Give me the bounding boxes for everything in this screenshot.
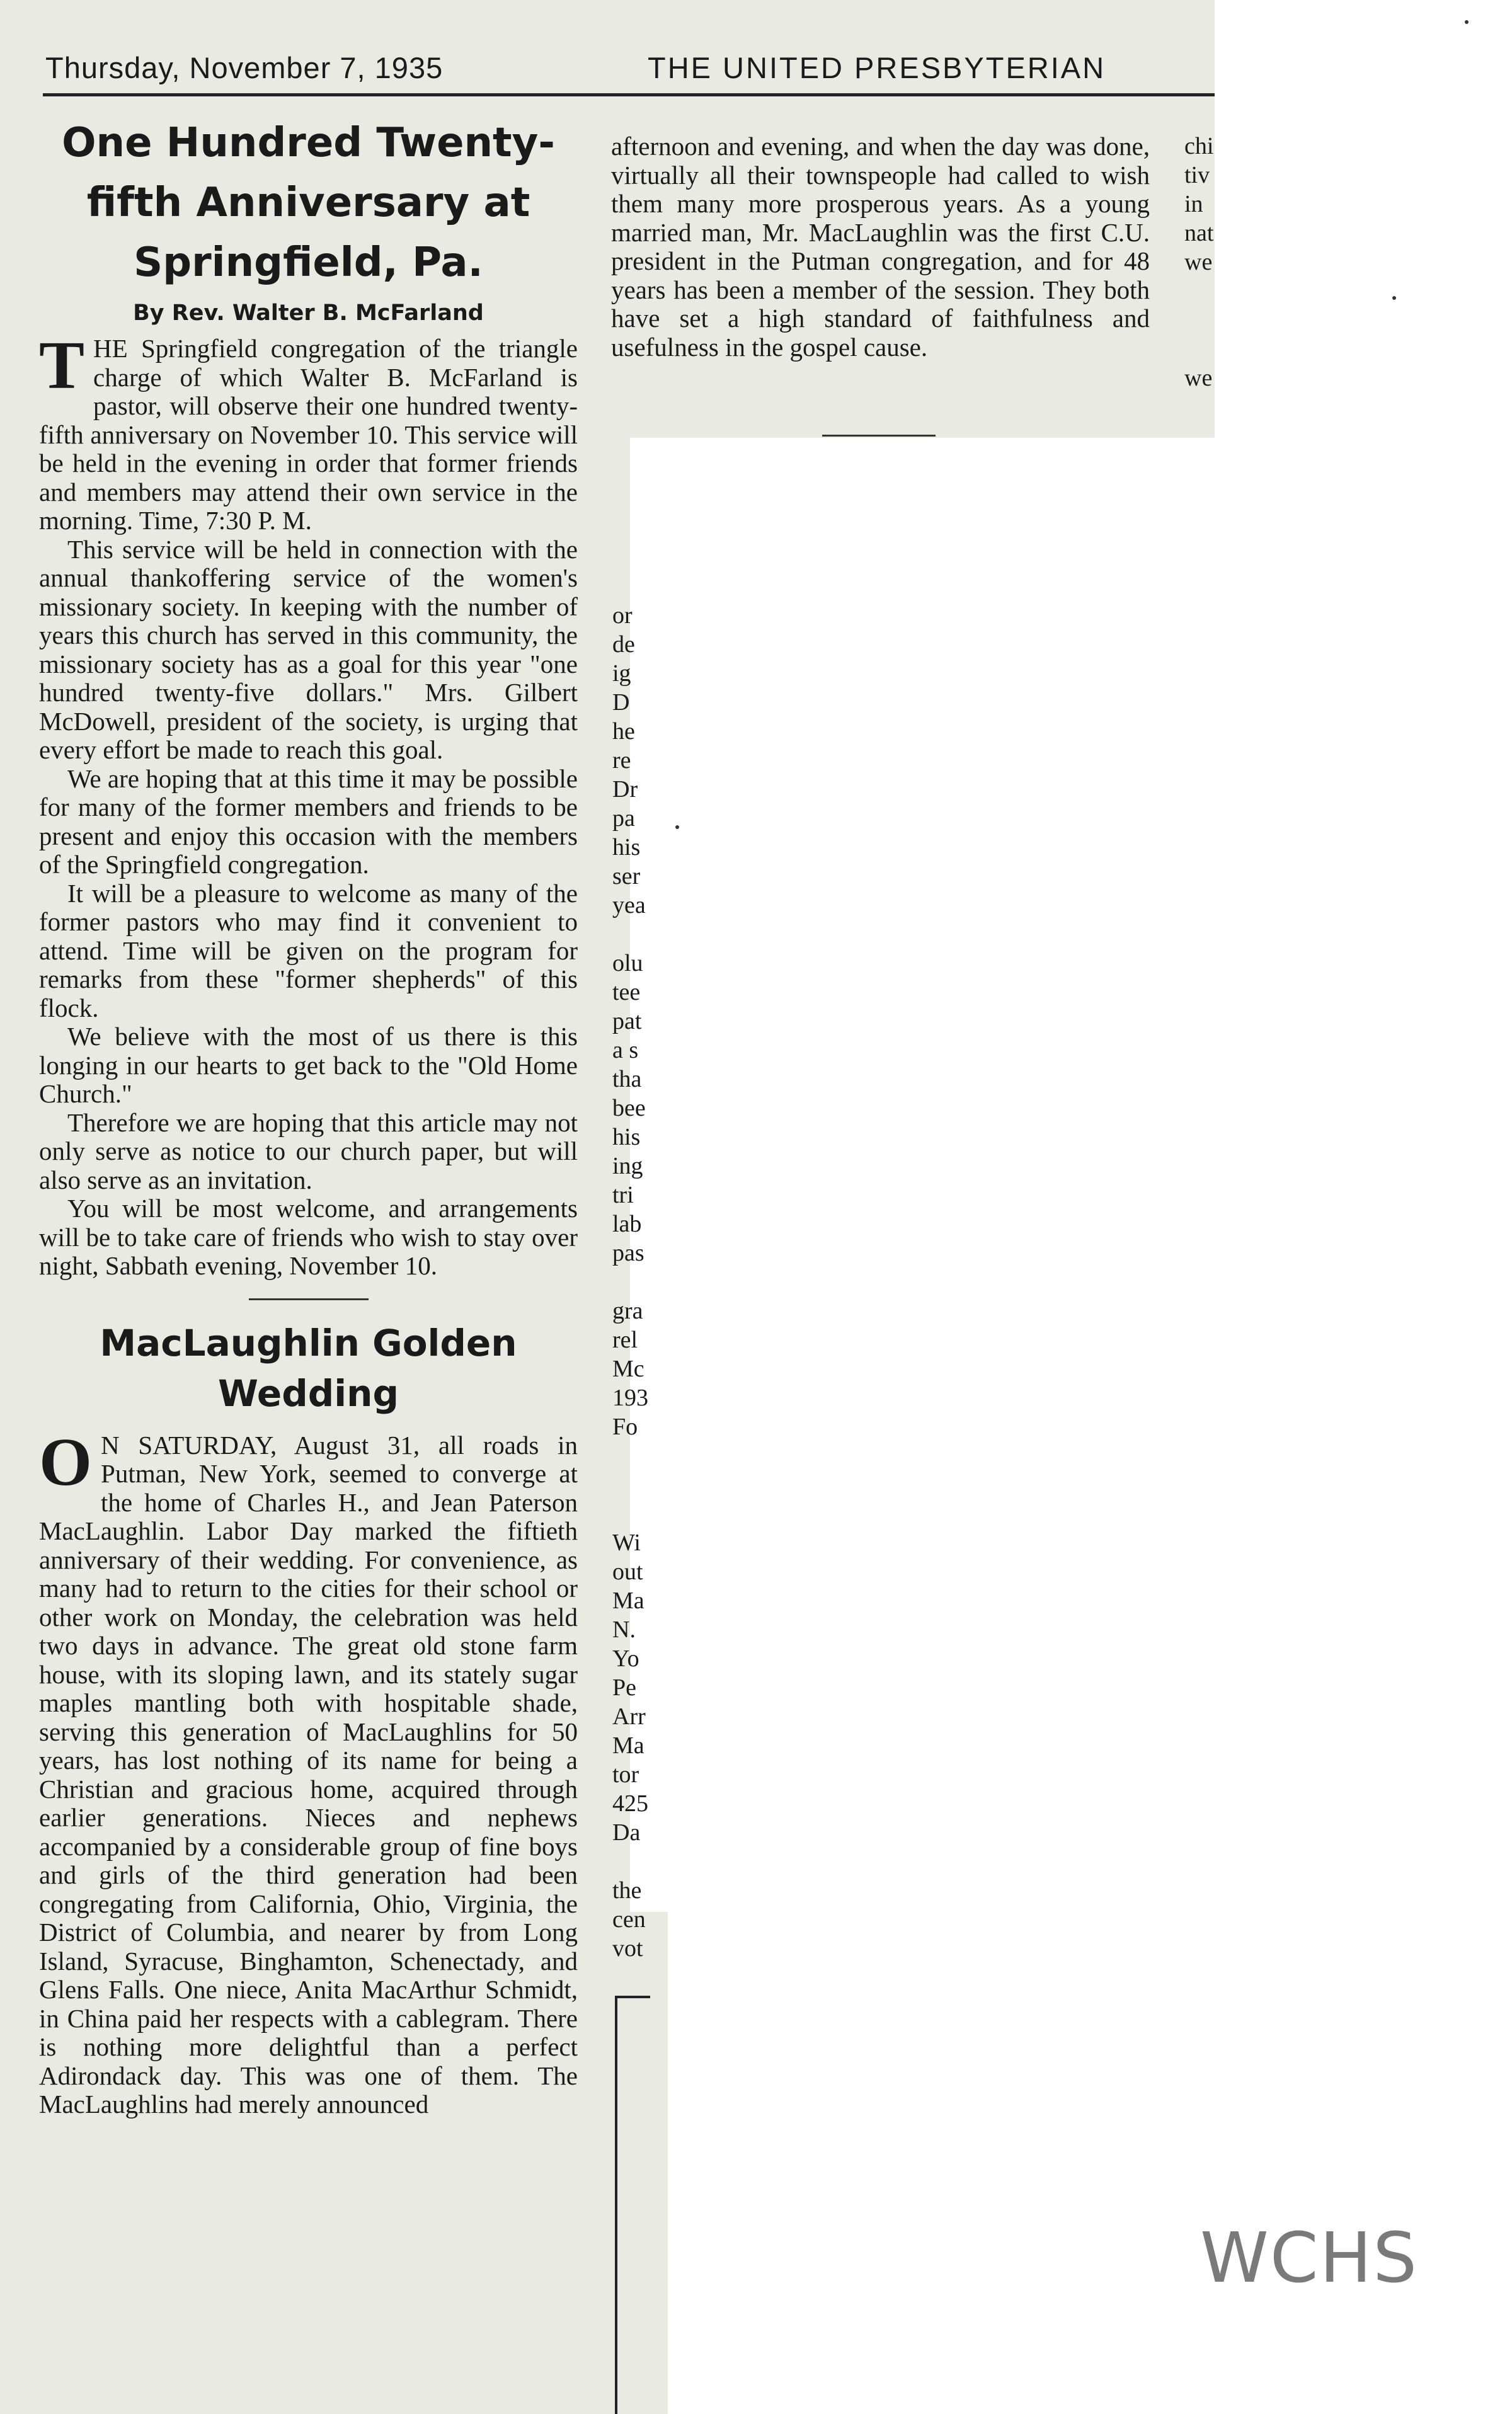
article-2-paragraph: O N SATURDAY, August 31, all roads in Putman, New York, seemed to converge at the home of Charles H., and Jean Paterson MacLaughlin. Labor Day marked the fiftieth anniversary of their wedding. For convenience, as many had to return to the cities for their school or other work on Monday, the celebration was held two days in advance. The great old stone farm house, with its sloping lawn, and its stately sugar maples mantling both with hospitable shade, serving this generation of MacLaughlins for 50 years, has lost nothing of its name for being a Christian and gracious home, acquired through earlier generations. Nieces and nephews accompanied by a considerable group of fine boys and girls of the third generation had been congregating from California, Ohio, Virginia, the District of Columbia, and nearer by from Long Island, Syracuse, Binghamton, Schenectady, and Glens Falls. One niece, Anita MacArthur Schmidt, in China paid her respects with a cablegram. There is nothing more delightful than a perfect Adirondack day. This was one of them. The MacLaughlins had merely announced — [39, 1424, 578, 2119]
cut-text-fragment: Arr — [612, 1703, 646, 1730]
cut-text-fragment: Pe — [612, 1674, 636, 1701]
cut-text-fragment: out — [612, 1559, 643, 1585]
speck — [1392, 296, 1396, 300]
cut-text-fragment: ser — [612, 863, 641, 890]
cut-text-fragment: a s — [612, 1037, 639, 1063]
box-border-top — [615, 1996, 650, 1998]
column-2-top — [611, 132, 1150, 362]
article-1-byline: By Rev. Walter B. McFarland — [133, 300, 484, 326]
cut-text-fragment: N. — [612, 1616, 636, 1643]
column-1 — [39, 113, 578, 2119]
cut-text-fragment: pas — [612, 1240, 644, 1266]
cut-text-fragment: Yo — [612, 1645, 639, 1672]
cut-text-fragment: pat — [612, 1008, 642, 1034]
cut-text-fragment: pa — [612, 805, 635, 832]
header-rule — [43, 93, 1215, 96]
article-2-headline: MacLaughlin Golden Wedding — [100, 1321, 517, 1415]
cut-text-fragment: Ma — [612, 1587, 644, 1614]
cut-text-fragment: tor — [612, 1761, 639, 1788]
article-1-paragraph: You will be most welcome, and arrangements will be to take care of friends who wish to stay over night, Sabbath evening, November 10. — [39, 1194, 578, 1280]
cut-text-fragment: 425 — [612, 1790, 648, 1817]
cut-text-fragment: the — [612, 1877, 642, 1904]
cut-text-fragment: he — [612, 718, 635, 745]
drop-cap: T — [39, 328, 85, 403]
watermark-logo: WCHS — [1200, 2217, 1419, 2298]
speck — [675, 825, 679, 829]
issue-date: Thursday, November 7, 1935 — [45, 51, 444, 84]
cut-text-fragment: tri — [612, 1182, 634, 1208]
cut-text-fragment: tiv — [1184, 162, 1210, 188]
cut-text-fragment: bee — [612, 1095, 646, 1121]
speck — [1465, 20, 1469, 24]
cut-text-fragment: Mc — [612, 1356, 644, 1382]
article-1-paragraph: THE Springfield congregation of the triangle charge of which Walter B. McFarland is pastor, will observe their one hundred twenty-fifth anniversary on November 10. This service will be held in the evening in order that former friends and members may attend their own service in the morning. Time, 7:30 P. M. — [39, 328, 578, 535]
article-divider — [249, 1298, 369, 1300]
cut-text-fragment: de — [612, 631, 635, 658]
cut-text-fragment: Da — [612, 1819, 641, 1846]
cut-text-fragment: rel — [612, 1327, 638, 1353]
article-1-paragraph: We believe with the most of us there is this longing in our hearts to get back to the "Old Home Church." — [39, 1022, 578, 1108]
cut-text-fragment: Wi — [612, 1530, 641, 1556]
box-border-left — [615, 1996, 617, 2414]
article-1-headline: One Hundred Twenty-fifth Anniversary at Springfield, Pa. — [62, 120, 555, 286]
cut-text-fragment: tha — [612, 1066, 642, 1092]
article-1-paragraph: This service will be held in connection with the annual thankoffering service of the women's missionary society. In keeping with the number of years this church has served in this community, the missionary society has as a goal for this year "one hundred twenty-five dollars." Mrs. Gilbert McDowell, president of the society, is urging that every effort be made to reach this goal. — [39, 534, 578, 764]
cut-text-fragment: vot — [612, 1935, 643, 1962]
torn-away-area — [630, 438, 1215, 1912]
column-2-divider — [822, 435, 936, 437]
cut-text-fragment: Fo — [612, 1414, 638, 1440]
cut-text-fragment: D — [612, 689, 630, 716]
drop-cap: O — [39, 1424, 93, 1500]
column-2-paragraph: afternoon and evening, and when the day was done, virtually all their townspeople had called to wish them many more prosperous years. As a young married man, Mr. MacLaughlin was the first C.U. president in the Putman congregation, and for 48 years has been a member of the session. They both have set a high standard of faithfulness and usefulness in the gospel cause. — [611, 132, 1150, 362]
cut-text-fragment: we — [1184, 365, 1213, 391]
cut-text-fragment: or — [612, 602, 633, 629]
article-1-paragraph: It will be a pleasure to welcome as many of the former pastors who may find it convenient to attend. Time will be given on the program for remarks from these "former shepherds" of this flock. — [39, 878, 578, 1022]
cut-text-fragment: ig — [612, 660, 631, 687]
cut-text-fragment: nat — [1184, 220, 1214, 246]
cut-text-fragment: chi — [1184, 133, 1214, 159]
cut-text-fragment: cen — [612, 1906, 646, 1933]
newspaper-name: THE UNITED PRESBYTERIAN — [648, 51, 1106, 84]
cut-text-fragment: his — [612, 1124, 641, 1150]
cut-text-fragment: lab — [612, 1211, 642, 1237]
cut-text-fragment: Ma — [612, 1732, 644, 1759]
page-header — [43, 49, 1215, 96]
cut-text-fragment: yea — [612, 892, 646, 918]
article-1-paragraph: We are hoping that at this time it may be possible for many of the former members and friends to be present and enjoy this occasion with the members of the Springfield congregation. — [39, 764, 578, 879]
cut-text-fragment: 193 — [612, 1385, 648, 1411]
article-1-paragraph: Therefore we are hoping that this article may not only serve as notice to our church paper, but will also serve as an invitation. — [39, 1107, 578, 1194]
cut-text-fragment: re — [612, 747, 631, 774]
cut-text-fragment: gra — [612, 1298, 643, 1324]
cut-text-fragment: ing — [612, 1153, 643, 1179]
cut-text-fragment: in — [1184, 191, 1203, 217]
cut-text-fragment: we — [1184, 249, 1213, 275]
cut-text-fragment: tee — [612, 979, 641, 1005]
cut-text-fragment: olu — [612, 950, 643, 976]
cut-text-fragment: Dr — [612, 776, 638, 803]
cut-text-fragment: his — [612, 834, 641, 861]
